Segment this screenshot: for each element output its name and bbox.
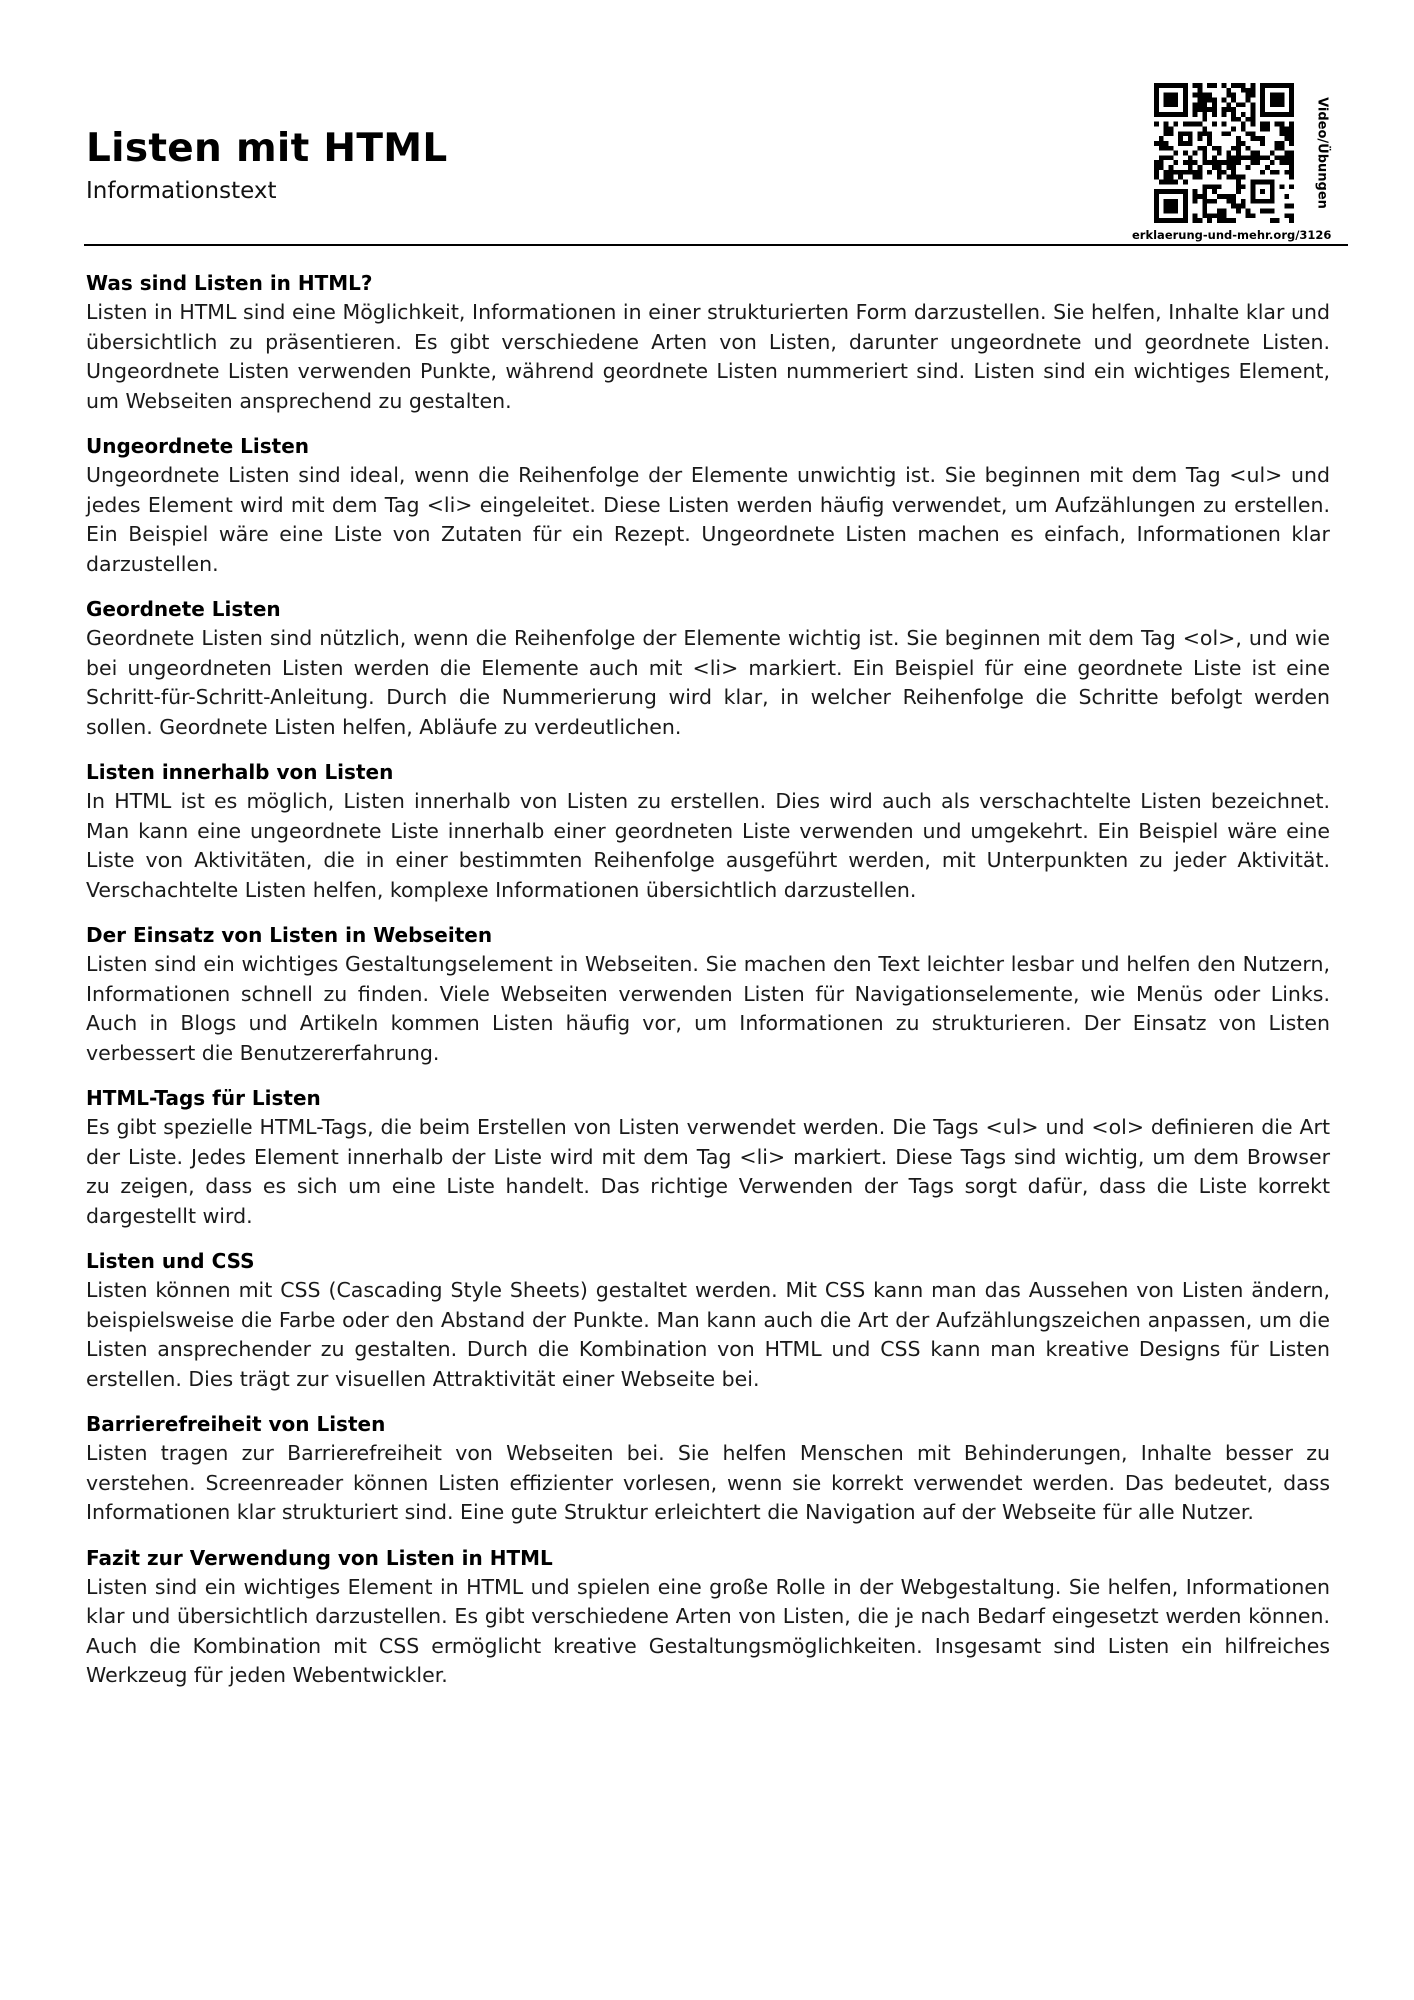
- section-lists-and-css: [86, 1247, 1330, 1394]
- section-lists-in-websites: [86, 921, 1330, 1068]
- section-heading: Was sind Listen in HTML?: [86, 271, 373, 295]
- qr-code-icon[interactable]: [1154, 83, 1294, 223]
- section-heading: Listen und CSS: [86, 1249, 255, 1273]
- section-heading: Fazit zur Verwendung von Listen in HTML: [86, 1545, 553, 1570]
- section-ordered-lists: [86, 595, 1330, 742]
- section-heading: HTML-Tags für Listen: [86, 1086, 321, 1110]
- section-text: Geordnete Listen sind nützlich, wenn die Reihenfolge der Elemente wichtig ist. Sie beginnen mit dem Tag <ol>, und wie bei ungeordneten Listen werden die Elemente auch mit <li> markiert. Ein Beispiel für eine geordnete Liste ist eine Schritt-für-Schritt-Anleitung. Durch die Nummerierung wird klar, in welcher Reihenfolge die Schritte befolgt werden sollen. Geordnete Listen helfen, Abläufe zu verdeutlichen.: [86, 626, 1330, 739]
- section-heading: Der Einsatz von Listen in Webseiten: [86, 923, 493, 947]
- section-html-tags: [86, 1084, 1330, 1231]
- section-text: Ungeordnete Listen sind ideal, wenn die Reihenfolge der Elemente unwichtig ist. Sie beginnen mit dem Tag <ul> und jedes Element wird mit dem Tag <li> eingeleitet. Diese Listen werden häufig verwendet, um Aufzählungen zu erstellen. Ein Beispiel wäre eine Liste von Zutaten für ein Rezept. Ungeordnete Listen machen es einfach, Informationen klar darzustellen.: [86, 463, 1330, 576]
- section-conclusion: [86, 1544, 1330, 1691]
- section-heading: Barrierefreiheit von Listen: [86, 1412, 386, 1436]
- section-text: Listen sind ein wichtiges Gestaltungselement in Webseiten. Sie machen den Text leichter lesbar und helfen den Nutzern, Informationen schnell zu finden. Viele Webseiten verwenden Listen für Navigationselemente, wie Menüs oder Links. Auch in Blogs und Artikeln kommen Listen häufig vor, um Informationen zu strukturieren. Der Einsatz von Listen verbessert die Benutzererfahrung.: [86, 952, 1330, 1065]
- section-heading: Listen innerhalb von Listen: [86, 760, 394, 784]
- section-text: Listen sind ein wichtiges Element in HTML und spielen eine große Rolle in der Webgestaltung. Sie helfen, Informationen klar und übersichtlich darzustellen. Es gibt verschiedene Arten von Listen, die je nach Bedarf eingesetzt werden können. Auch die Kombination mit CSS ermöglicht kreative Gestaltungsmöglichkeiten. Insgesamt sind Listen ein hilfreiches Werkzeug für jeden Webentwickler.: [86, 1574, 1330, 1687]
- main-content: [86, 269, 1330, 1707]
- qr-side-label: Video/Übungen: [1314, 97, 1330, 209]
- section-accessibility: [86, 1410, 1330, 1528]
- qr-url-link[interactable]: erklaerung-und-mehr.org/3126: [1132, 228, 1332, 242]
- page-title: Listen mit HTML: [86, 126, 448, 171]
- section-text: In HTML ist es möglich, Listen innerhalb von Listen zu erstellen. Dies wird auch als verschachtelte Listen bezeichnet. Man kann eine ungeordnete Liste innerhalb einer geordneten Liste verwenden und umgekehrt. Ein Beispiel wäre eine Liste von Aktivitäten, die in einer bestimmten Reihenfolge ausgeführt werden, mit Unterpunkten zu jeder Aktivität. Verschachtelte Listen helfen, komplexe Informationen übersichtlich darzustellen.: [86, 789, 1330, 902]
- section-text: Listen können mit CSS (Cascading Style Sheets) gestaltet werden. Mit CSS kann man das Aussehen von Listen ändern, beispielsweise die Farbe oder den Abstand der Punkte. Man kann auch die Art der Aufzählungszeichen anpassen, um die Listen ansprechender zu gestalten. Durch die Kombination von HTML und CSS kann man kreative Designs für Listen erstellen. Dies trägt zur visuellen Attraktivität einer Webseite bei.: [86, 1278, 1330, 1391]
- header-divider: [84, 244, 1348, 246]
- section-text: Listen tragen zur Barrierefreiheit von Webseiten bei. Sie helfen Menschen mit Behinderungen, Inhalte besser zu verstehen. Screenreader können Listen effizienter vorlesen, wenn sie korrekt verwendet werden. Das bedeutet, dass Informationen klar strukturiert sind. Eine gute Struktur erleichtert die Navigation auf der Webseite für alle Nutzer.: [86, 1441, 1330, 1524]
- section-text: Es gibt spezielle HTML-Tags, die beim Erstellen von Listen verwendet werden. Die Tags <ul> und <ol> definieren die Art der Liste. Jedes Element innerhalb der Liste wird mit dem Tag <li> markiert. Diese Tags sind wichtig, um dem Browser zu zeigen, dass es sich um eine Liste handelt. Das richtige Verwenden der Tags sorgt dafür, dass die Liste korrekt dargestellt wird.: [86, 1115, 1330, 1228]
- section-heading: Geordnete Listen: [86, 597, 281, 621]
- page-subtitle: Informationstext: [86, 178, 277, 204]
- section-heading: Ungeordnete Listen: [86, 434, 310, 458]
- section-nested-lists: [86, 758, 1330, 905]
- section-what-are-lists: [86, 269, 1330, 416]
- section-unordered-lists: [86, 432, 1330, 579]
- section-text: Listen in HTML sind eine Möglichkeit, Informationen in einer strukturierten Form darzustellen. Sie helfen, Inhalte klar und übersichtlich zu präsentieren. Es gibt verschiedene Arten von Listen, darunter ungeordnete und geordnete Listen. Ungeordnete Listen verwenden Punkte, während geordnete Listen nummeriert sind. Listen sind ein wichtiges Element, um Webseiten ansprechend zu gestalten.: [86, 300, 1330, 413]
